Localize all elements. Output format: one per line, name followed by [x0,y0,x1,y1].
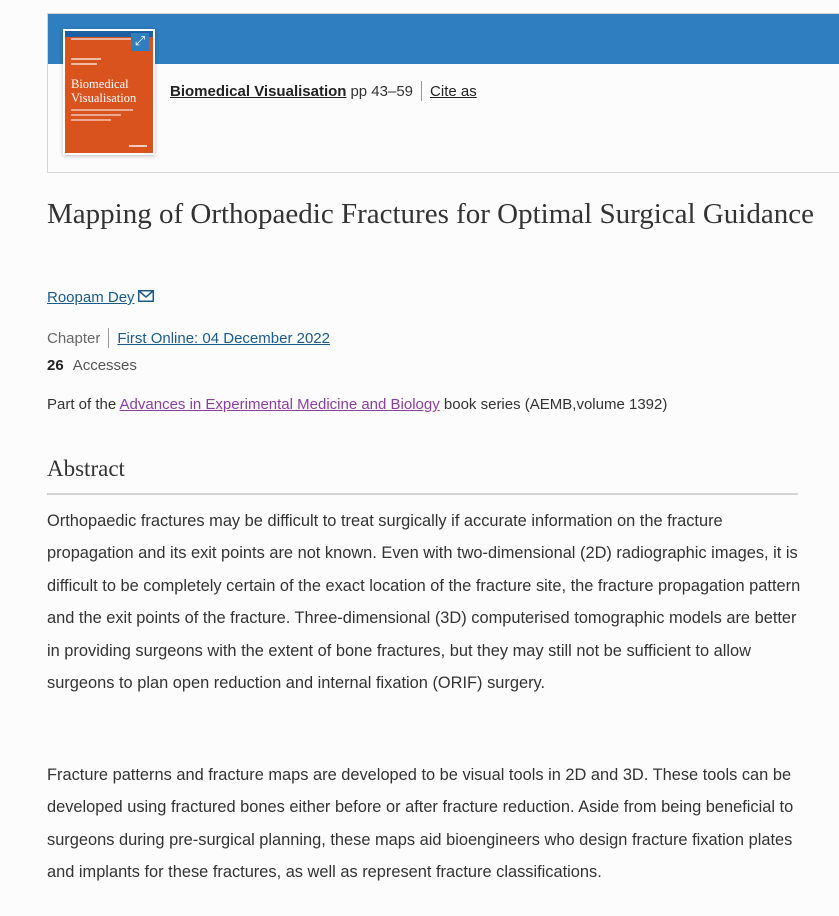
chapter-type: Chapter [47,329,101,347]
cover-subtitle-line [71,109,133,111]
header-band [48,14,839,64]
email-icon[interactable] [138,289,154,301]
cover-subtitle-line [71,119,111,121]
series-suffix: book series (AEMB,volume 1392) [439,396,668,413]
meta-divider [108,328,109,348]
author-line [47,289,154,306]
cover-editor-line [71,63,97,65]
series-info [47,396,667,413]
book-cover-image[interactable] [65,31,153,153]
cover-title-line: Biomedical [71,77,129,91]
book-meta [170,81,477,101]
cover-publisher-mark [129,145,147,147]
book-title-link[interactable]: Biomedical Visualisation [170,82,347,100]
meta-divider [421,81,422,101]
cover-series-line [71,38,131,40]
author-link[interactable]: Roopam Dey [47,289,135,306]
first-online-link[interactable]: First Online: 04 December 2022 [117,329,330,347]
expand-icon[interactable]: ⤢ [131,33,149,51]
abstract-paragraph: Orthopaedic fractures may be difficult to treat surgically if accurate information on the fracture propagation and its exit points are not known. Even with two-dimensional (2D) radiographic images, it is difficult to be completely certain of the exact location of the fracture site, the fracture propagation pattern and the exit points of the fracture. Three-dimensional (3D) computerised tomographic models are better in providing surgeons with the extent of bone fractures, but they may still not be sufficient to allow surgeons to plan open reduction and internal fixation (ORIF) surgery. [47,512,801,693]
cover-title-line: Visualisation [71,91,137,105]
cover-subtitle-line [71,114,121,116]
series-link[interactable]: Advances in Experimental Medicine and Biology [119,396,440,413]
cover-editor-line [71,58,101,60]
book-pages: pp 43–59 [350,82,414,100]
access-count: 26 [47,357,64,374]
accesses [47,357,137,374]
chapter-title: Mapping of Orthopaedic Fractures for Optimal Surgical Guidance [47,198,814,230]
book-header-card [47,13,839,173]
abstract-paragraph: Fracture patterns and fracture maps are developed to be visual tools in 2D and 3D. These tools can be developed using fractured bones either before or after fracture reduction. Aside from being beneficial to surgeons during pre-surgical planning, these maps aid bioengineers who design fracture fixation plates and implants for these fractures, as well as represent fracture classifications. [47,766,794,882]
access-label: Accesses [72,357,137,374]
part-of-prefix: Part of the [47,396,120,413]
cite-as-link[interactable]: Cite as [430,82,477,100]
abstract-heading: Abstract [47,456,125,481]
abstract-divider [47,493,798,495]
chapter-meta [47,328,330,348]
cover-title [71,77,136,105]
